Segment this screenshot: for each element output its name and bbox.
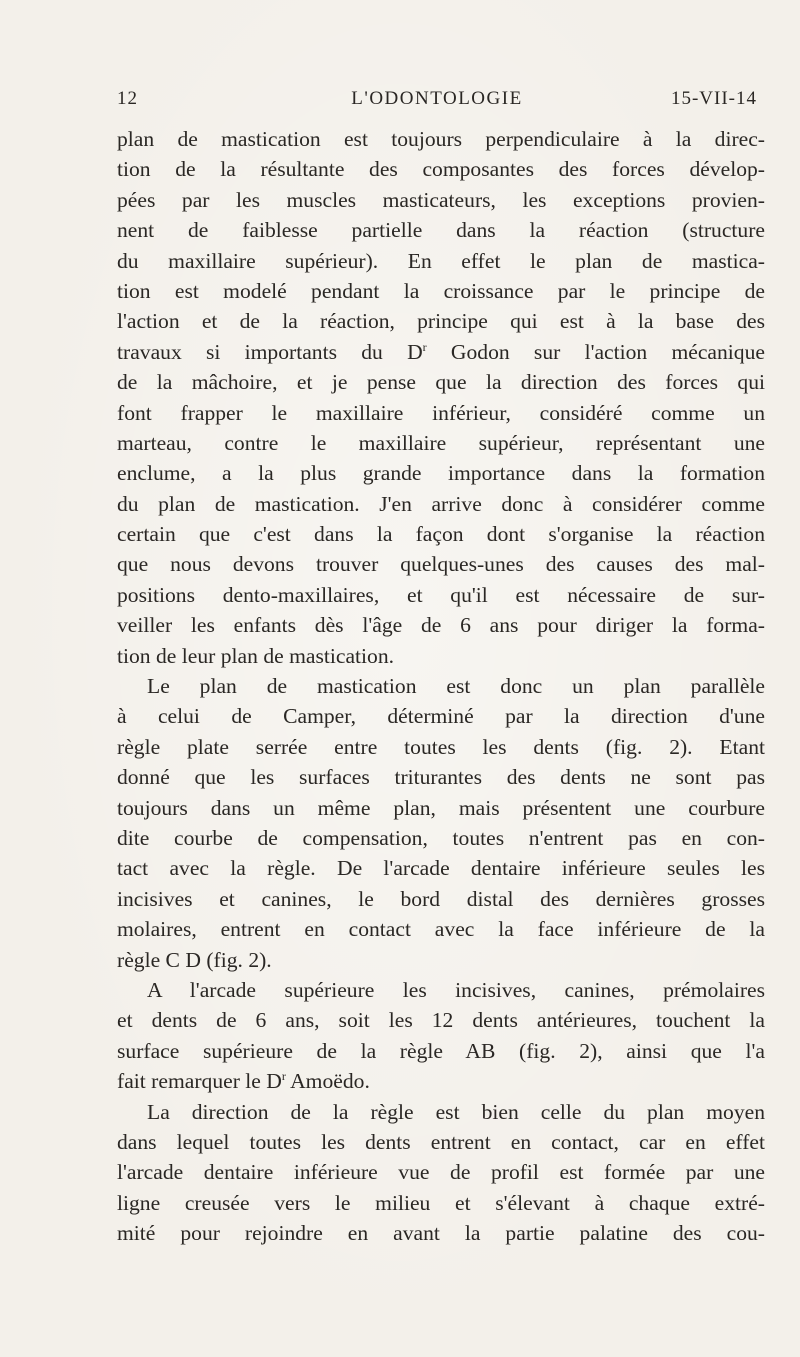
text-fragment: Amoëdo.: [285, 1069, 370, 1094]
superscript: r: [422, 339, 427, 354]
paragraph-2: [117, 671, 765, 975]
text-line: l'arcade dentaire inférieure vue de profil est formée par une: [117, 1160, 765, 1185]
text-line: [117, 337, 765, 367]
text-line: tion de la résultante des composantes des forces dévelop-: [117, 157, 765, 182]
text-line: surface supérieure de la règle AB (fig. 2), ainsi que l'a: [117, 1038, 765, 1063]
journal-title: L'ODONTOLOGIE: [351, 88, 523, 109]
text-line: font frapper le maxillaire inférieur, considéré comme un: [117, 400, 765, 425]
text-line: tact avec la règle. De l'arcade dentaire inférieure seules les: [117, 856, 765, 881]
text-fragment: travaux si importants du D: [117, 339, 423, 364]
text-line: dans lequel toutes les dents entrent en contact, car en effet: [117, 1129, 765, 1154]
text-line: enclume, a la plus grande importance dans la formation: [117, 461, 765, 486]
text-line: marteau, contre le maxillaire supérieur, représentant une: [117, 430, 765, 455]
text-line: plan de mastication est toujours perpendiculaire à la direc-: [117, 127, 765, 151]
text-line: du plan de mastication. J'en arrive donc à considérer comme: [117, 491, 765, 516]
text-line: règle C D (fig. 2).: [117, 947, 272, 972]
text-line: positions dento-maxillaires, et qu'il est nécessaire de sur-: [117, 582, 765, 607]
text-line: pées par les muscles masticateurs, les exceptions provien-: [117, 187, 765, 212]
text-line: de la mâchoire, et je pense que la direction des forces qui: [117, 370, 765, 395]
text-line: tion de leur plan de mastication.: [117, 643, 395, 668]
text-line: à celui de Camper, déterminé par la direction d'une: [117, 704, 765, 729]
issue-date: 15-VII-14: [670, 88, 757, 109]
body-text: [117, 124, 765, 1248]
text-line: [117, 1066, 765, 1096]
text-line: incisives et canines, le bord distal des dernières grosses: [117, 886, 765, 911]
text-line: A l'arcade supérieure les incisives, canines, prémolaires: [147, 977, 765, 1002]
text-line: La direction de la règle est bien celle du plan moyen: [147, 1099, 765, 1124]
paragraph-1: [117, 124, 765, 671]
text-line: tion est modelé pendant la croissance par le principe de: [117, 278, 765, 303]
text-line: nent de faiblesse partielle dans la réaction (structure: [117, 218, 765, 243]
text-line: règle plate serrée entre toutes les dents (fig. 2). Etant: [117, 734, 765, 759]
text-line: ligne creusée vers le milieu et s'élevant à chaque extré-: [117, 1190, 765, 1215]
text-line: et dents de 6 ans, soit les 12 dents antérieures, touchent la: [117, 1008, 765, 1033]
text-line: certain que c'est dans la façon dont s'organise la réaction: [117, 522, 765, 547]
paragraph-3: [117, 975, 765, 1097]
text-line: mité pour rejoindre en avant la partie palatine des cou-: [117, 1221, 765, 1246]
text-line: dite courbe de compensation, toutes n'entrent pas en con-: [117, 825, 765, 850]
paragraph-4: [117, 1097, 765, 1249]
superscript: r: [281, 1069, 286, 1084]
running-header: [117, 88, 757, 118]
text-line: du maxillaire supérieur). En effet le plan de mastica-: [117, 248, 765, 273]
text-line: toujours dans un même plan, mais présentent une courbure: [117, 795, 765, 820]
text-line: Le plan de mastication est donc un plan parallèle: [147, 674, 765, 699]
text-line: l'action et de la réaction, principe qui est à la base des: [117, 309, 765, 334]
text-line: veiller les enfants dès l'âge de 6 ans pour diriger la forma-: [117, 613, 765, 638]
text-line: donné que les surfaces triturantes des dents ne sont pas: [117, 765, 765, 790]
text-fragment: Godon sur l'action mécanique: [426, 339, 765, 364]
text-line: que nous devons trouver quelques-unes des causes des mal-: [117, 552, 765, 577]
text-line: molaires, entrent en contact avec la face inférieure de la: [117, 917, 765, 942]
page-number: 12: [117, 88, 138, 109]
text-fragment: fait remarquer le D: [117, 1069, 282, 1094]
